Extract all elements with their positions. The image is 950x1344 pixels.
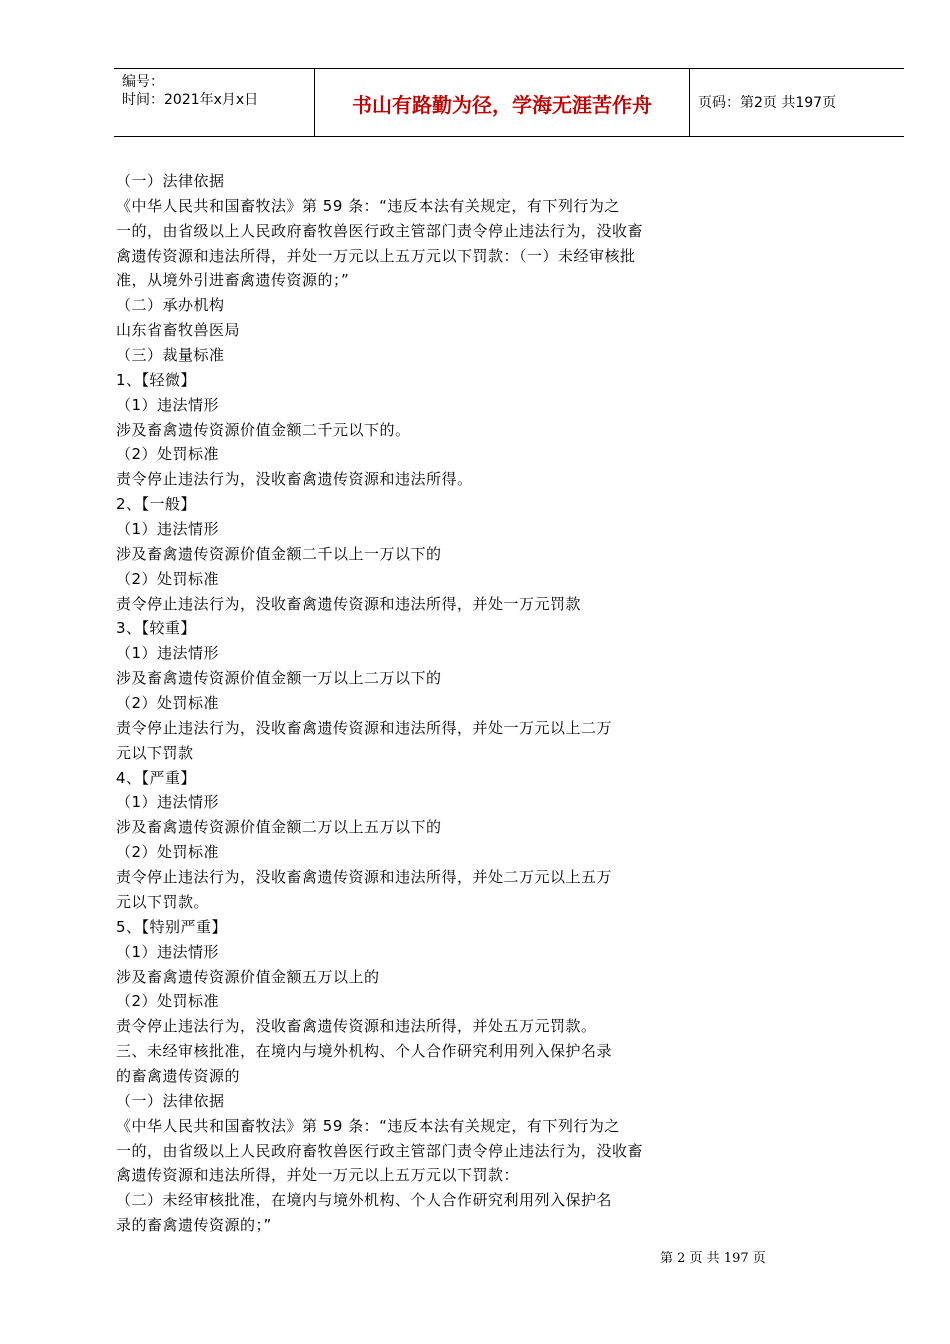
- text-line: 元以下罚款。: [116, 892, 210, 911]
- text-line: 涉及畜禽遗传资源价值金额二千元以下的。: [116, 420, 411, 439]
- text-line: （1）违法情形: [116, 395, 220, 414]
- text-line: 禽遗传资源和违法所得，并处一万元以上五万元以下罚款：: [116, 1166, 520, 1185]
- text-line: 4、【严重】: [116, 768, 197, 787]
- text-line: 一的，由省级以上人民政府畜牧兽医行政主管部门责令停止违法行为，没收畜: [116, 1141, 644, 1160]
- header-meta-cell: [114, 69, 314, 136]
- text-line: 责令停止违法行为，没收畜禽遗传资源和违法所得，并处一万元罚款: [116, 594, 582, 613]
- text-line: （一）法律依据: [116, 1091, 225, 1110]
- text-line: 涉及畜禽遗传资源价值金额二万以上五万以下的: [116, 818, 442, 837]
- footer-page-number: 第 2 页 共 197 页: [660, 1251, 766, 1266]
- text-line: （1）违法情形: [116, 793, 220, 812]
- text-line: 三、未经审核批准，在境内与境外机构、个人合作研究利用列入保护名录: [116, 1042, 613, 1061]
- text-line: （2）处罚标准: [116, 992, 220, 1011]
- text-line: 3、【较重】: [116, 619, 197, 638]
- document-body: [116, 169, 756, 1238]
- text-line: 责令停止违法行为，没收畜禽遗传资源和违法所得，并处一万元以上二万: [116, 718, 613, 737]
- text-line: 责令停止违法行为，没收畜禽遗传资源和违法所得，并处二万元以上五万: [116, 868, 613, 887]
- text-line: （一）法律依据: [116, 172, 225, 190]
- text-line: 1、【轻微】: [116, 370, 197, 389]
- text-line: 准，从境外引进畜禽遗传资源的；”: [116, 271, 350, 290]
- text-line: （1）违法情形: [116, 520, 220, 539]
- text-line: 2、【一般】: [116, 495, 197, 514]
- text-line: 元以下罚款: [116, 743, 194, 762]
- text-line: （2）处罚标准: [116, 843, 220, 862]
- text-line: （2）处罚标准: [116, 694, 220, 713]
- text-line: （2）处罚标准: [116, 569, 220, 588]
- text-line: （1）违法情形: [116, 644, 220, 663]
- header-page-cell: [690, 69, 904, 136]
- text-line: （二）承办机构: [116, 296, 225, 315]
- text-line: 责令停止违法行为，没收畜禽遗传资源和违法所得，并处五万元罚款。: [116, 1017, 597, 1036]
- page-header: [114, 68, 904, 137]
- serial-label: 编号：: [122, 74, 164, 90]
- text-line: 山东省畜牧兽医局: [116, 321, 241, 340]
- text-line: 责令停止违法行为，没收畜禽遗传资源和违法所得。: [116, 470, 473, 489]
- text-line: 录的畜禽遗传资源的；”: [116, 1216, 272, 1235]
- text-line: 5、【特别严重】: [116, 917, 228, 936]
- text-line: （2）处罚标准: [116, 445, 220, 464]
- text-line: 禽遗传资源和违法所得，并处一万元以上五万元以下罚款：（一）未经审核批: [116, 246, 636, 265]
- text-line: （1）违法情形: [116, 942, 220, 961]
- time-label: 时间：2021年x月x日: [122, 92, 259, 108]
- text-line: 《中华人民共和国畜牧法》第 59 条：“违反本法有关规定，有下列行为之: [116, 1116, 620, 1135]
- text-line: 涉及畜禽遗传资源价值金额五万以上的: [116, 967, 380, 986]
- text-line: （三）裁量标准: [116, 346, 225, 365]
- text-line: 《中华人民共和国畜牧法》第 59 条：“违反本法有关规定，有下列行为之: [116, 196, 620, 215]
- text-line: （二）未经审核批准，在境内与境外机构、个人合作研究利用列入保护名: [116, 1191, 613, 1210]
- header-motto-cell: [314, 69, 690, 136]
- motto: 书山有路勤为径，学海无涯苦作舟: [352, 93, 652, 117]
- text-line: 一的，由省级以上人民政府畜牧兽医行政主管部门责令停止违法行为，没收畜: [116, 221, 644, 240]
- header-page-number: 页码：第2页 共197页: [698, 95, 837, 111]
- text-line: 涉及畜禽遗传资源价值金额二千以上一万以下的: [116, 544, 442, 563]
- text-line: 涉及畜禽遗传资源价值金额一万以上二万以下的: [116, 669, 442, 688]
- text-line: 的畜禽遗传资源的: [116, 1066, 241, 1085]
